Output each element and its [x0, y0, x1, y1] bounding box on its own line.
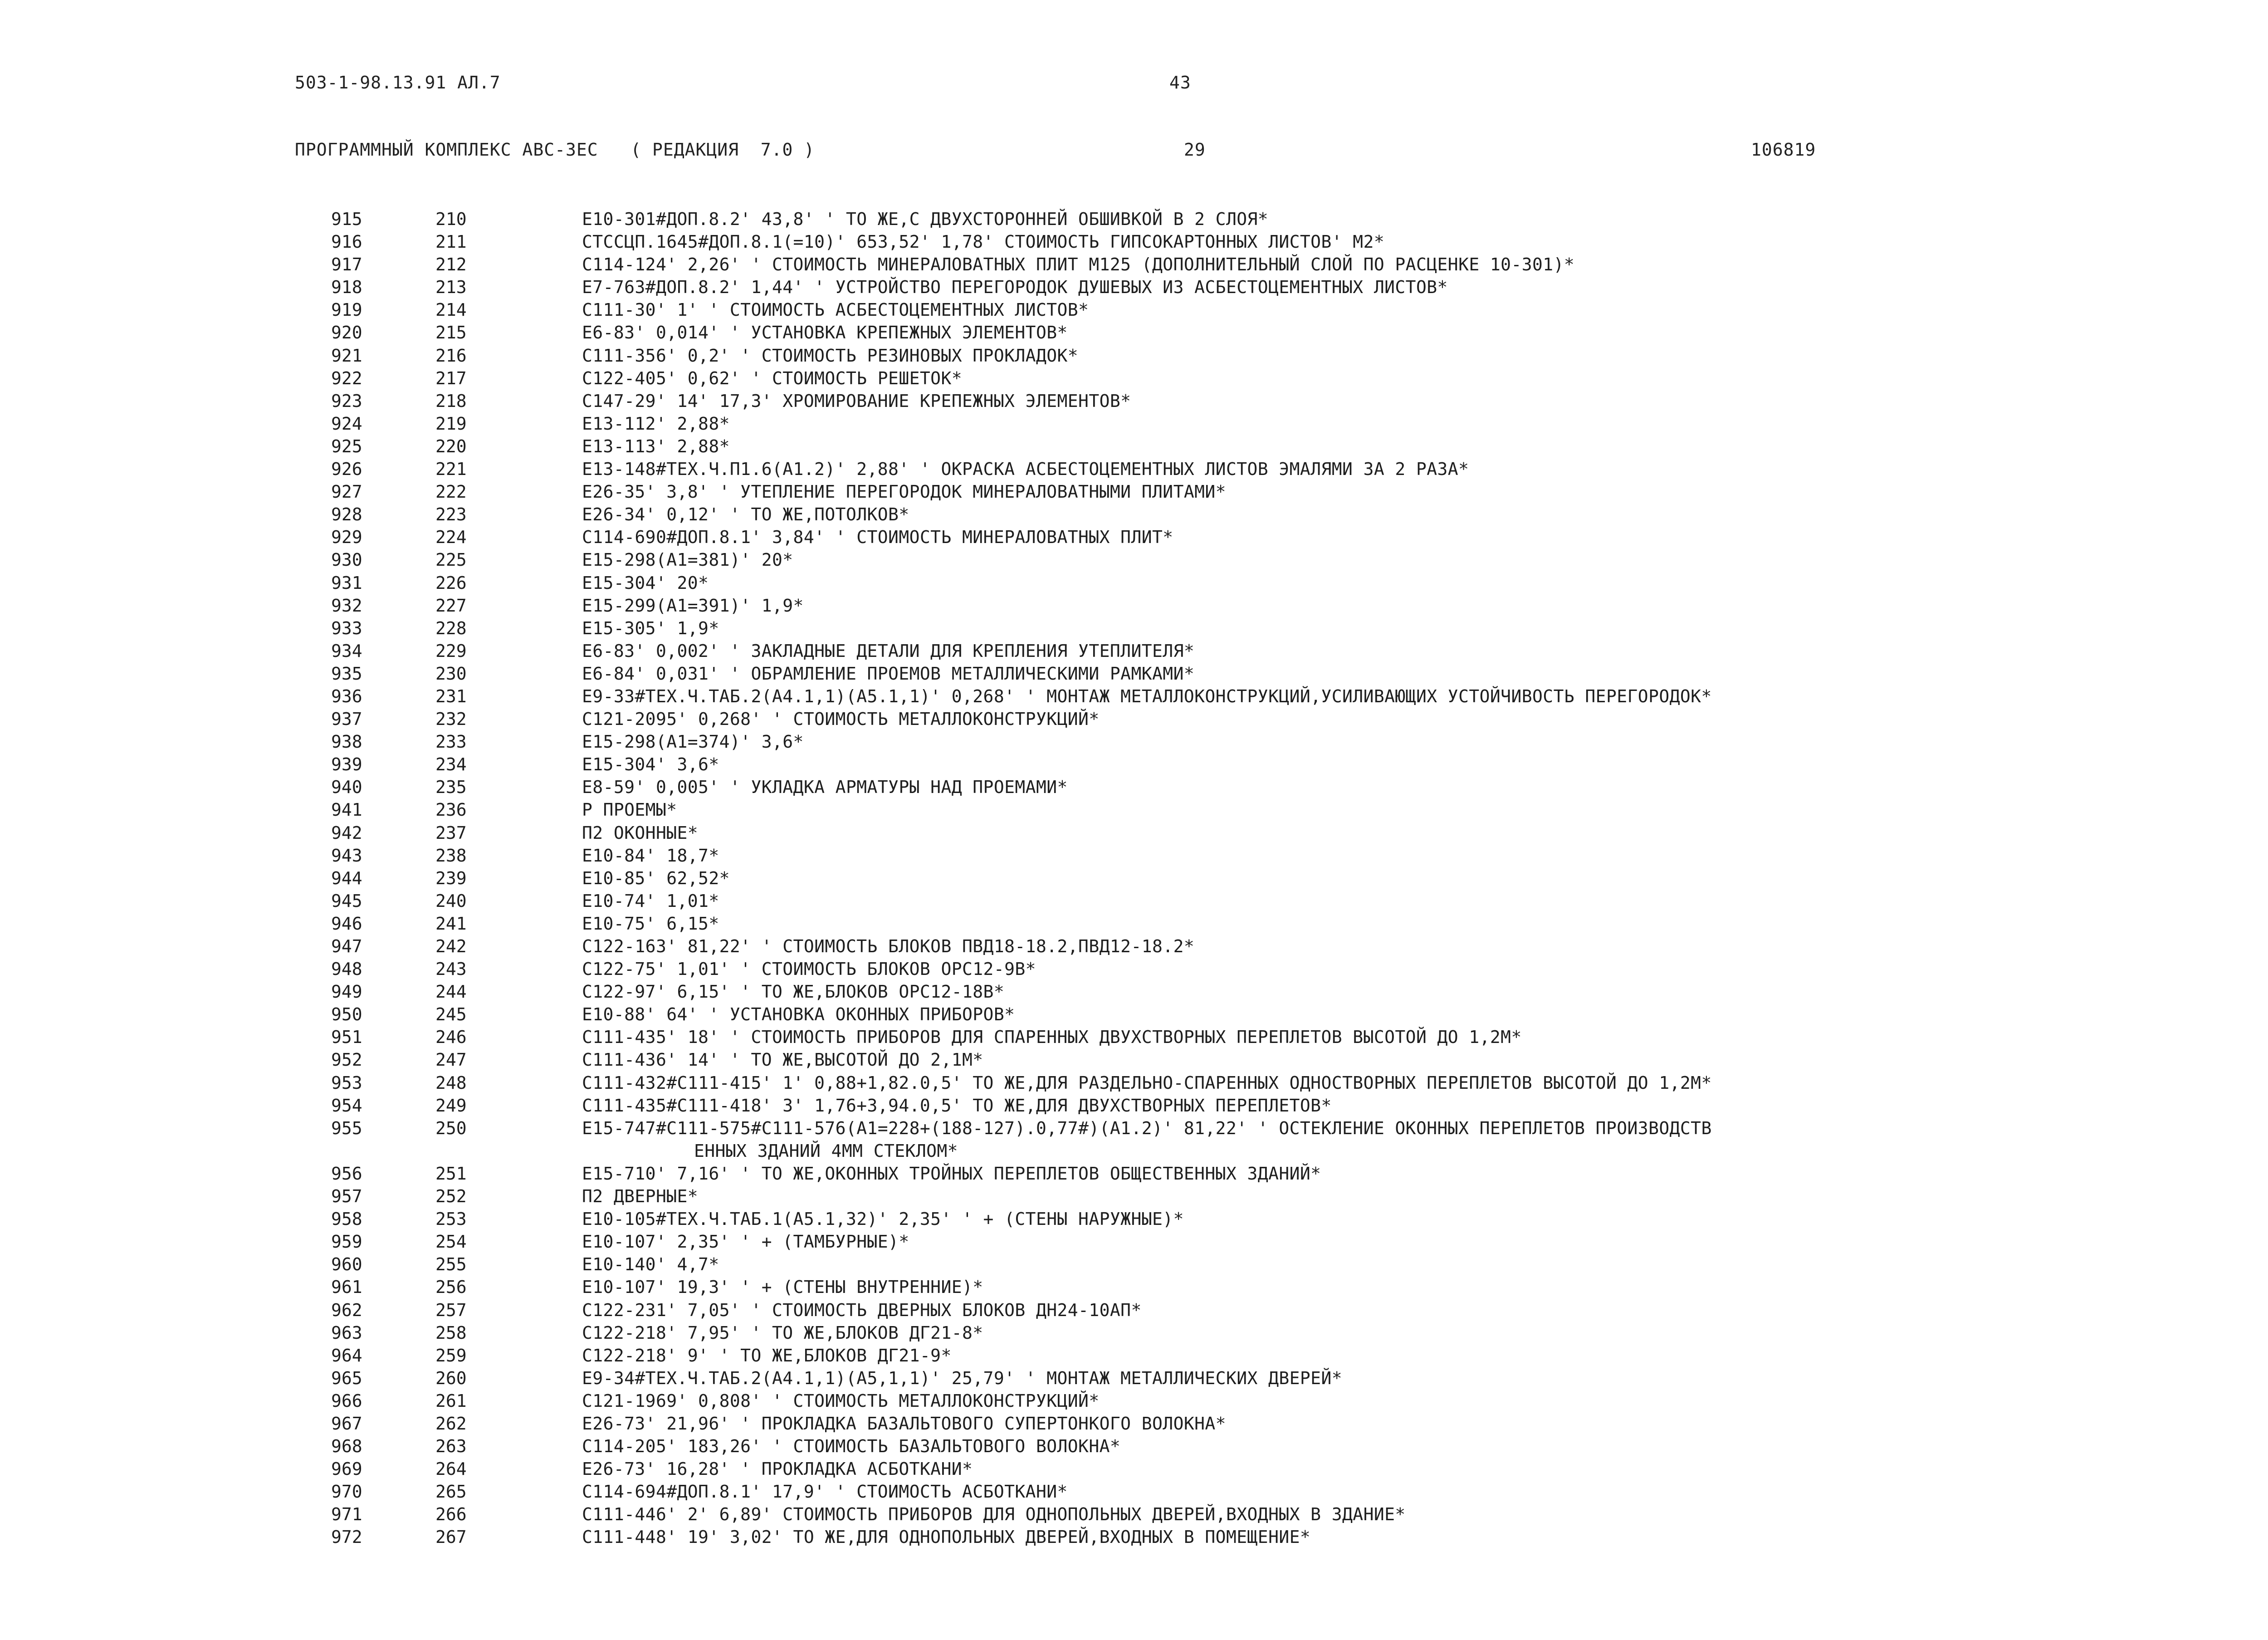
line-number: 944	[331, 868, 362, 888]
listing-row	[0, 572, 2268, 594]
statement-number: 244	[435, 982, 467, 1002]
statement-number: 234	[435, 754, 467, 775]
listing-row	[0, 1458, 2268, 1480]
line-number: 971	[331, 1504, 362, 1525]
page-number: 43	[1169, 73, 1191, 93]
statement-number: 215	[435, 323, 467, 343]
statement-text: Е10-107' 2,35' ' + (ТАМБУРНЫЕ)*	[582, 1232, 909, 1252]
listing-row	[0, 1253, 2268, 1276]
statement-text: С111-356' 0,2' ' СТОИМОСТЬ РЕЗИНОВЫХ ПРОКЛАДОК*	[582, 345, 1079, 366]
statement-number: 213	[435, 277, 467, 298]
listing-row	[0, 1026, 2268, 1048]
statement-text: С122-405' 0,62' ' СТОИМОСТЬ РЕШЕТОК*	[582, 368, 963, 388]
statement-number: 250	[435, 1118, 467, 1138]
statement-number: 258	[435, 1322, 467, 1343]
listing-row	[0, 435, 2268, 458]
line-number: 957	[331, 1186, 362, 1207]
line-number: 920	[331, 323, 362, 343]
statement-text: С111-448' 19' 3,02' ТО ЖЕ,ДЛЯ ОДНОПОЛЬНЫХ ДВЕРЕЙ,ВХОДНЫХ В ПОМЕЩЕНИЕ*	[582, 1527, 1311, 1547]
statement-text: С122-97' 6,15' ' ТО ЖЕ,БЛОКОВ ОРС12-18В*	[582, 982, 1005, 1002]
statement-text: С121-2095' 0,268' ' СТОИМОСТЬ МЕТАЛЛОКОНСТРУКЦИЙ*	[582, 709, 1100, 729]
listing-row	[0, 1344, 2268, 1367]
statement-text: Е10-107' 19,3' ' + (СТЕНЫ ВНУТРЕННИЕ)*	[582, 1277, 983, 1297]
statement-number: 246	[435, 1027, 467, 1048]
statement-text: Е15-747#С111-575#С111-576(А1=228+(188-127).0,77#)(А1.2)' 81,22' ' ОСТЕКЛЕНИЕ ОКОННЫХ ПЕРЕПЛЕТОВ ПРОИЗВОДСТВ	[582, 1118, 1712, 1138]
listing-row	[0, 1435, 2268, 1458]
statement-text: Е15-710' 7,16' ' ТО ЖЕ,ОКОННЫХ ТРОЙНЫХ ПЕРЕПЛЕТОВ ОБЩЕСТВЕННЫХ ЗДАНИЙ*	[582, 1163, 1321, 1184]
listing-row	[0, 1367, 2268, 1390]
statement-number: 217	[435, 368, 467, 388]
listing-row	[0, 1526, 2268, 1548]
listing-row	[0, 662, 2268, 685]
statement-text: Е26-73' 21,96' ' ПРОКЛАДКА БАЗАЛЬТОВОГО СУПЕРТОНКОГО ВОЛОКНА*	[582, 1413, 1226, 1434]
line-number: 935	[331, 663, 362, 684]
line-number: 928	[331, 504, 362, 525]
line-number: 955	[331, 1118, 362, 1138]
line-number: 945	[331, 891, 362, 911]
statement-number: 238	[435, 845, 467, 866]
listing-row	[0, 1322, 2268, 1344]
listing-row	[0, 208, 2268, 230]
statement-number: 226	[435, 573, 467, 593]
line-number: 970	[331, 1482, 362, 1502]
statement-number: 232	[435, 709, 467, 729]
listing-row	[0, 822, 2268, 844]
statement-text: С114-690#ДОП.8.1' 3,84' ' СТОИМОСТЬ МИНЕРАЛОВАТНЫХ ПЛИТ*	[582, 527, 1173, 548]
listing-row	[0, 844, 2268, 867]
statement-text: С122-231' 7,05' ' СТОИМОСТЬ ДВЕРНЫХ БЛОКОВ ДН24-10АП*	[582, 1300, 1142, 1320]
line-number: 926	[331, 459, 362, 480]
statement-text: С111-432#С111-415' 1' 0,88+1,82.0,5' ТО ЖЕ,ДЛЯ РАЗДЕЛЬНО-СПАРЕННЫХ ОДНОСТВОРНЫХ ПЕРЕПЛЕТОВ ВЫСОТОЙ ДО 1,2М*	[582, 1072, 1712, 1093]
statement-text: Е15-304' 3,6*	[582, 754, 719, 775]
statement-text: Е8-59' 0,005' ' УКЛАДКА АРМАТУРЫ НАД ПРОЕМАМИ*	[582, 777, 1068, 798]
statement-text: Е15-299(А1=391)' 1,9*	[582, 595, 804, 616]
listing-row	[0, 458, 2268, 480]
line-number: 964	[331, 1345, 362, 1366]
line-number: 953	[331, 1072, 362, 1093]
statement-number: 255	[435, 1254, 467, 1275]
statement-text: Е10-301#ДОП.8.2' 43,8' ' ТО ЖЕ,С ДВУХСТОРОННЕЙ ОБШИВКОЙ В 2 СЛОЯ*	[582, 209, 1269, 229]
statement-number: 260	[435, 1368, 467, 1388]
statement-number: 229	[435, 641, 467, 661]
statement-number: 224	[435, 527, 467, 548]
line-number: 961	[331, 1277, 362, 1297]
listing-row	[0, 412, 2268, 435]
statement-number: 245	[435, 1004, 467, 1025]
statement-number: 267	[435, 1527, 467, 1547]
line-number: 942	[331, 822, 362, 843]
line-number: 929	[331, 527, 362, 548]
statement-text: Е10-75' 6,15*	[582, 913, 719, 934]
listing-row	[0, 1208, 2268, 1230]
line-number: 915	[331, 209, 362, 229]
line-number: 940	[331, 777, 362, 798]
document-id: 106819	[1751, 140, 1816, 160]
line-number: 921	[331, 345, 362, 366]
statement-number: 263	[435, 1436, 467, 1457]
statement-number: 220	[435, 436, 467, 456]
line-number: 941	[331, 800, 362, 820]
line-number: 969	[331, 1459, 362, 1479]
listing-row	[0, 321, 2268, 344]
statement-number: 228	[435, 618, 467, 638]
statement-text: Е10-140' 4,7*	[582, 1254, 719, 1275]
statement-text: Е15-305' 1,9*	[582, 618, 719, 638]
listing-row	[0, 230, 2268, 253]
line-number: 933	[331, 618, 362, 638]
statement-text: Е7-763#ДОП.8.2' 1,44' ' УСТРОЙСТВО ПЕРЕГОРОДОК ДУШЕВЫХ ИЗ АСБЕСТОЦЕМЕНТНЫХ ЛИСТОВ*	[582, 277, 1448, 298]
statement-text: С111-435' 18' ' СТОИМОСТЬ ПРИБОРОВ ДЛЯ СПАРЕННЫХ ДВУХСТВОРНЫХ ПЕРЕПЛЕТОВ ВЫСОТОЙ ДО 1,2М*	[582, 1027, 1522, 1048]
listing-row	[0, 708, 2268, 730]
line-number: 925	[331, 436, 362, 456]
statement-text: П2 ДВЕРНЫЕ*	[582, 1186, 699, 1207]
statement-number: 239	[435, 868, 467, 888]
statement-number: 262	[435, 1413, 467, 1434]
listing-row	[0, 367, 2268, 390]
line-number: 924	[331, 413, 362, 434]
listing-row	[0, 1117, 2268, 1140]
line-number: 965	[331, 1368, 362, 1388]
listing-row	[0, 503, 2268, 526]
statement-text: Е9-33#ТЕХ.Ч.ТАБ.2(А4.1,1)(А5.1,1)' 0,268' ' МОНТАЖ МЕТАЛЛОКОНСТРУКЦИЙ,УСИЛИВАЮЩИХ УСТОЙЧИВОСТЬ ПЕРЕГОРОДОК*	[582, 686, 1712, 706]
listing-row	[0, 276, 2268, 299]
statement-number: 230	[435, 663, 467, 684]
statement-number: 257	[435, 1300, 467, 1320]
statement-text: Е9-34#ТЕХ.Ч.ТАБ.2(А4.1,1)(А5,1,1)' 25,79' ' МОНТАЖ МЕТАЛЛИЧЕСКИХ ДВЕРЕЙ*	[582, 1368, 1343, 1388]
statement-text: П2 ОКОННЫЕ*	[582, 822, 699, 843]
line-number: 949	[331, 982, 362, 1002]
statement-text: Е10-85' 62,52*	[582, 868, 730, 888]
listing-row	[0, 1162, 2268, 1185]
statement-number: 218	[435, 391, 467, 411]
statement-number: 241	[435, 913, 467, 934]
listing-row	[0, 1390, 2268, 1412]
statement-text: Е13-112' 2,88*	[582, 413, 730, 434]
listing-row	[0, 548, 2268, 571]
statement-text: Е6-83' 0,014' ' УСТАНОВКА КРЕПЕЖНЫХ ЭЛЕМЕНТОВ*	[582, 323, 1068, 343]
statement-number: 222	[435, 482, 467, 502]
statement-text: С121-1969' 0,808' ' СТОИМОСТЬ МЕТАЛЛОКОНСТРУКЦИЙ*	[582, 1390, 1100, 1411]
listing-row	[0, 1412, 2268, 1435]
statement-number: 231	[435, 686, 467, 706]
statement-number: 248	[435, 1072, 467, 1093]
line-number: 952	[331, 1050, 362, 1070]
statement-number: 233	[435, 732, 467, 752]
listing-row	[0, 1185, 2268, 1208]
statement-text: Е6-84' 0,031' ' ОБРАМЛЕНИЕ ПРОЕМОВ МЕТАЛЛИЧЕСКИМИ РАМКАМИ*	[582, 663, 1195, 684]
line-number: 936	[331, 686, 362, 706]
line-number: 919	[331, 300, 362, 320]
statement-text: Е10-84' 18,7*	[582, 845, 719, 866]
statement-text: Р ПРОЕМЫ*	[582, 800, 677, 820]
line-number: 946	[331, 913, 362, 934]
statement-number: 253	[435, 1209, 467, 1229]
listing-row	[0, 1480, 2268, 1503]
statement-number: 211	[435, 232, 467, 252]
statement-number: 259	[435, 1345, 467, 1366]
listing-row	[0, 390, 2268, 412]
line-number: 918	[331, 277, 362, 298]
statement-text: С122-75' 1,01' ' СТОИМОСТЬ БЛОКОВ ОРС12-9В*	[582, 959, 1036, 979]
listing-row	[0, 1276, 2268, 1298]
line-number: 947	[331, 936, 362, 956]
line-number: 923	[331, 391, 362, 411]
statement-number: 225	[435, 550, 467, 570]
line-number: 958	[331, 1209, 362, 1229]
statement-text: Е10-88' 64' ' УСТАНОВКА ОКОННЫХ ПРИБОРОВ*	[582, 1004, 1015, 1025]
line-number: 962	[331, 1300, 362, 1320]
statement-number: 266	[435, 1504, 467, 1525]
listing-row	[0, 253, 2268, 276]
statement-text: С122-218' 7,95' ' ТО ЖЕ,БЛОКОВ ДГ21-8*	[582, 1322, 983, 1343]
line-number: 951	[331, 1027, 362, 1048]
statement-text: Е26-35' 3,8' ' УТЕПЛЕНИЕ ПЕРЕГОРОДОК МИНЕРАЛОВАТНЫМИ ПЛИТАМИ*	[582, 482, 1226, 502]
listing-row	[0, 526, 2268, 548]
statement-text: С111-30' 1' ' СТОИМОСТЬ АСБЕСТОЦЕМЕНТНЫХ ЛИСТОВ*	[582, 300, 1089, 320]
statement-text: Е13-113' 2,88*	[582, 436, 730, 456]
line-number: 972	[331, 1527, 362, 1547]
statement-text: Е10-74' 1,01*	[582, 891, 719, 911]
statement-number: 219	[435, 413, 467, 434]
listing-row	[0, 685, 2268, 708]
line-number: 966	[331, 1390, 362, 1411]
statement-text: Е15-304' 20*	[582, 573, 709, 593]
line-number: 916	[331, 232, 362, 252]
listing-row	[0, 1094, 2268, 1117]
listing-row	[0, 867, 2268, 890]
statement-text: Е15-298(А1=381)' 20*	[582, 550, 793, 570]
line-number: 931	[331, 573, 362, 593]
statement-text: С114-124' 2,26' ' СТОИМОСТЬ МИНЕРАЛОВАТНЫХ ПЛИТ М125 (ДОПОЛНИТЕЛЬНЫЙ СЛОЙ ПО РАСЦЕНКЕ 10-301)*	[582, 255, 1575, 275]
listing-row	[0, 935, 2268, 958]
statement-number: 249	[435, 1095, 467, 1116]
line-number: 968	[331, 1436, 362, 1457]
listing-row	[0, 1299, 2268, 1322]
statement-number: 256	[435, 1277, 467, 1297]
line-number: 930	[331, 550, 362, 570]
line-number: 937	[331, 709, 362, 729]
line-number: 959	[331, 1232, 362, 1252]
statement-number: 235	[435, 777, 467, 798]
listing-row	[0, 1503, 2268, 1526]
line-number: 963	[331, 1322, 362, 1343]
statement-number: 227	[435, 595, 467, 616]
listing-row	[0, 958, 2268, 980]
listing-row	[0, 1048, 2268, 1071]
statement-text: Е26-34' 0,12' ' ТО ЖЕ,ПОТОЛКОВ*	[582, 504, 909, 525]
listing-row	[0, 912, 2268, 935]
listing-row	[0, 1072, 2268, 1094]
statement-number: 240	[435, 891, 467, 911]
statement-number: 237	[435, 822, 467, 843]
statement-number: 216	[435, 345, 467, 366]
line-number: 954	[331, 1095, 362, 1116]
line-number: 950	[331, 1004, 362, 1025]
statement-number: 221	[435, 459, 467, 480]
statement-number: 265	[435, 1482, 467, 1502]
statement-text: С111-435#С111-418' 3' 1,76+3,94.0,5' ТО ЖЕ,ДЛЯ ДВУХСТВОРНЫХ ПЕРЕПЛЕТОВ*	[582, 1095, 1332, 1116]
line-number: 917	[331, 255, 362, 275]
statement-text: С111-446' 2' 6,89' СТОИМОСТЬ ПРИБОРОВ ДЛЯ ОДНОПОЛЬНЫХ ДВЕРЕЙ,ВХОДНЫХ В ЗДАНИЕ*	[582, 1504, 1406, 1525]
statement-text: С114-205' 183,26' ' СТОИМОСТЬ БАЗАЛЬТОВОГО ВОЛОКНА*	[582, 1436, 1121, 1457]
listing-row	[0, 1230, 2268, 1253]
sheet-number: 29	[1184, 140, 1206, 160]
listing-row	[0, 640, 2268, 662]
statement-number: 264	[435, 1459, 467, 1479]
document-code: 503-1-98.13.91 АЛ.7	[295, 73, 501, 93]
statement-number: 254	[435, 1232, 467, 1252]
line-number: 943	[331, 845, 362, 866]
statement-number: 212	[435, 255, 467, 275]
statement-text: Е15-298(А1=374)' 3,6*	[582, 732, 804, 752]
line-number: 927	[331, 482, 362, 502]
line-number: 922	[331, 368, 362, 388]
statement-number: 247	[435, 1050, 467, 1070]
statement-number: 243	[435, 959, 467, 979]
line-number: 948	[331, 959, 362, 979]
statement-text: Е6-83' 0,002' ' ЗАКЛАДНЫЕ ДЕТАЛИ ДЛЯ КРЕПЛЕНИЯ УТЕПЛИТЕЛЯ*	[582, 641, 1195, 661]
line-number: 967	[331, 1413, 362, 1434]
listing-row	[0, 480, 2268, 503]
statement-number: 214	[435, 300, 467, 320]
statement-number: 242	[435, 936, 467, 956]
statement-text: С147-29' 14' 17,3' ХРОМИРОВАНИЕ КРЕПЕЖНЫХ ЭЛЕМЕНТОВ*	[582, 391, 1131, 411]
listing-row	[0, 798, 2268, 821]
listing-row	[0, 730, 2268, 753]
line-number: 938	[331, 732, 362, 752]
statement-number: 251	[435, 1163, 467, 1184]
statement-number: 252	[435, 1186, 467, 1207]
statement-number: 223	[435, 504, 467, 525]
line-number: 932	[331, 595, 362, 616]
listing-row	[0, 299, 2268, 321]
listing-row	[0, 344, 2268, 367]
statement-text: С122-163' 81,22' ' СТОИМОСТЬ БЛОКОВ ПВД18-18.2,ПВД12-18.2*	[582, 936, 1195, 956]
listing-row	[0, 1003, 2268, 1026]
statement-text: Е10-105#ТЕХ.Ч.ТАБ.1(А5.1,32)' 2,35' ' + (СТЕНЫ НАРУЖНЫЕ)*	[582, 1209, 1184, 1229]
line-number: 960	[331, 1254, 362, 1275]
code-listing	[0, 208, 2268, 1549]
statement-text: СТССЦП.1645#ДОП.8.1(=10)' 653,52' 1,78' СТОИМОСТЬ ГИПСОКАРТОННЫХ ЛИСТОВ' М2*	[582, 232, 1385, 252]
listing-row	[0, 617, 2268, 640]
listing-row	[0, 753, 2268, 776]
line-number: 956	[331, 1163, 362, 1184]
statement-text: С114-694#ДОП.8.1' 17,9' ' СТОИМОСТЬ АСБОТКАНИ*	[582, 1482, 1068, 1502]
line-number: 939	[331, 754, 362, 775]
listing-row-continuation	[0, 1140, 2268, 1162]
statement-number: 261	[435, 1390, 467, 1411]
program-title: ПРОГРАММНЫЙ КОМПЛЕКС АВС-ЗЕС ( РЕДАКЦИЯ 7.0 )	[295, 140, 815, 160]
statement-number: 236	[435, 800, 467, 820]
listing-row	[0, 594, 2268, 617]
listing-row	[0, 980, 2268, 1003]
listing-row	[0, 890, 2268, 912]
line-number: 934	[331, 641, 362, 661]
statement-number: 210	[435, 209, 467, 229]
statement-continuation-text: ЕННЫХ ЗДАНИЙ 4ММ СТЕКЛОМ*	[694, 1141, 958, 1161]
statement-text: С111-436' 14' ' ТО ЖЕ,ВЫСОТОЙ ДО 2,1М*	[582, 1050, 983, 1070]
statement-text: С122-218' 9' ' ТО ЖЕ,БЛОКОВ ДГ21-9*	[582, 1345, 952, 1366]
listing-row	[0, 776, 2268, 798]
statement-text: Е26-73' 16,28' ' ПРОКЛАДКА АСБОТКАНИ*	[582, 1459, 973, 1479]
statement-text: Е13-148#ТЕХ.Ч.П1.6(А1.2)' 2,88' ' ОКРАСКА АСБЕСТОЦЕМЕНТНЫХ ЛИСТОВ ЭМАЛЯМИ ЗА 2 РАЗА*	[582, 459, 1469, 480]
